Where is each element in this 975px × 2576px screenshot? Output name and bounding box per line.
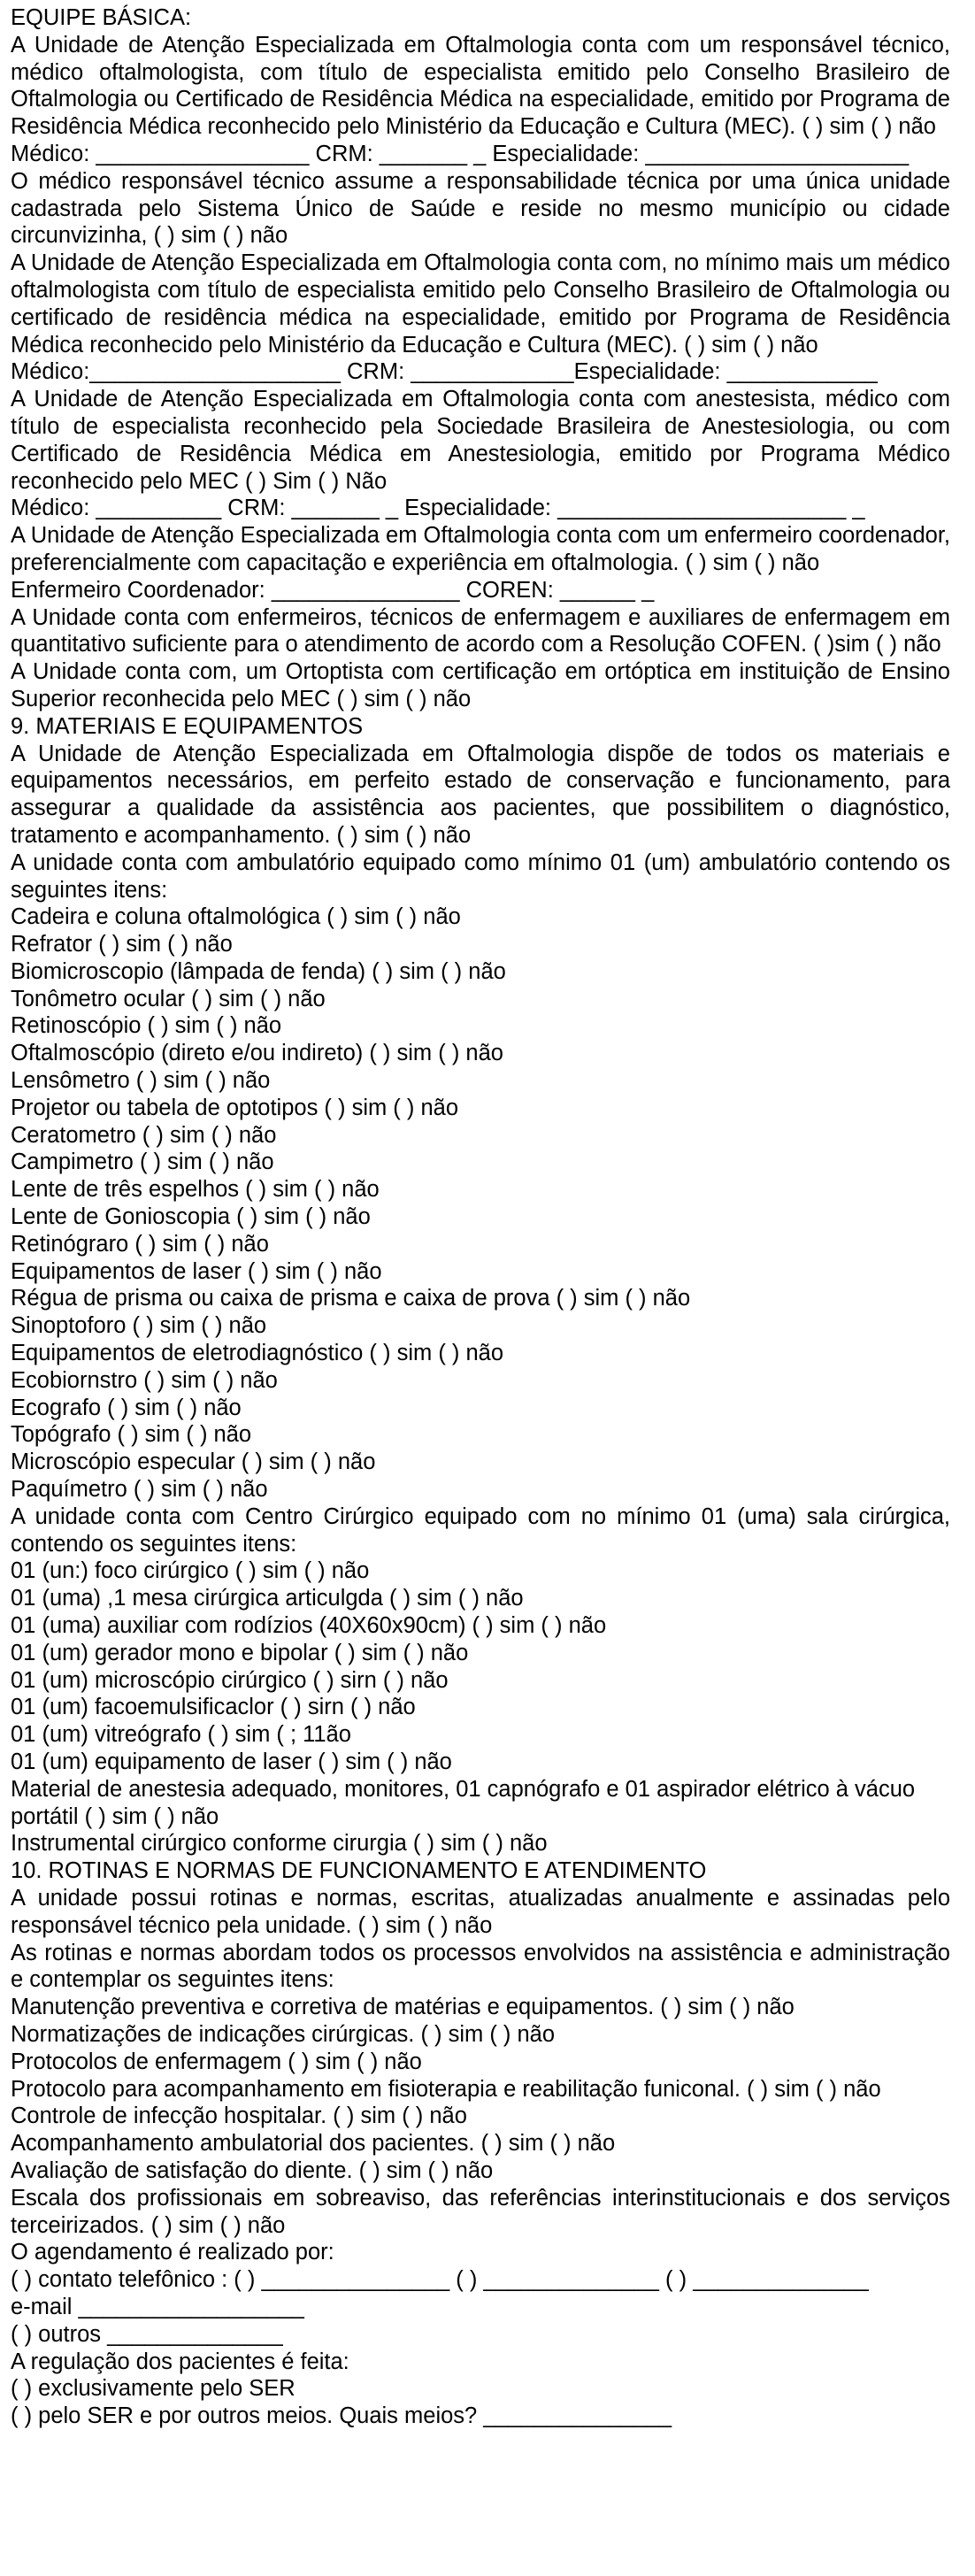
form-line-contato: ( ) contato telefônico : ( ) _______________ ( ) ______________ ( ) ______________ bbox=[11, 2267, 869, 2293]
form-line-enfermeiro: Enfermeiro Coordenador: _______________ COREN: ______ _ bbox=[11, 577, 655, 603]
list-item: Oftalmoscópio (direto e/ou indireto) ( ) sim ( ) não bbox=[11, 1041, 503, 1066]
list-item: 01 (uma) ,1 mesa cirúrgica articulgda ( ) sim ( ) não bbox=[11, 1586, 524, 1611]
paragraph-rotinas-normas: A unidade possui rotinas e normas, escritas, atualizadas anualmente e assinadas pelo responsável técnico pela unidade. ( ) sim ( ) não bbox=[11, 1885, 950, 1938]
list-item: 01 (uma) auxiliar com rodízios (40X60x90cm) ( ) sim ( ) não bbox=[11, 1613, 607, 1639]
list-item: 01 (um) gerador mono e bipolar ( ) sim ( ) não bbox=[11, 1640, 469, 1665]
form-line-email: e-mail __________________ bbox=[11, 2294, 304, 2319]
list-item: Material de anestesia adequado, monitores, 01 capnógrafo e 01 aspirador elétrico à vácuo portátil ( ) sim ( ) não bbox=[11, 1776, 916, 1829]
paragraph-ortoptista: A Unidade conta com, um Ortoptista com certificação em ortóptica em instituição de Ensino Superior reconhecida pelo MEC ( ) sim ( ) não bbox=[11, 659, 950, 711]
list-item: Equipamentos de laser ( ) sim ( ) não bbox=[11, 1258, 382, 1284]
list-item: Microscópio especular ( ) sim ( ) não bbox=[11, 1449, 376, 1475]
list-item: Protocolo para acompanhamento em fisioterapia e reabilitação funiconal. ( ) sim ( ) não bbox=[11, 2076, 881, 2102]
list-item: Equipamentos de eletrodiagnóstico ( ) sim ( ) não bbox=[11, 1341, 504, 1366]
paragraph-equipe-enfermagem: A Unidade conta com enfermeiros, técnicos de enfermagem e auxiliares de enfermagem em quantitativo suficiente para o atendimento de acordo com a Resolução COFEN. ( )sim ( ) não bbox=[11, 604, 950, 657]
paragraph-responsabilidade-tecnica: O médico responsável técnico assume a responsabilidade técnica por uma única unidade cadastrada pelo Sistema Único de Saúde e reside no mesmo município ou cidade circunvizinha, ( ) sim ( ) não bbox=[11, 168, 950, 249]
list-item: Paquímetro ( ) sim ( ) não bbox=[11, 1477, 268, 1503]
list-item: Acompanhamento ambulatorial dos pacientes. ( ) sim ( ) não bbox=[11, 2131, 616, 2157]
paragraph-responsavel-tecnico: A Unidade de Atenção Especializada em Oftalmologia conta com um responsável técnico, médico oftalmologista, com título de especialista emitido pelo Conselho Brasileiro de Oftalmologia ou Certificado de Residência Médica na especialidade, emitido por Programa de Residência Médica reconhecido pelo Ministério da Educação e Cultura (MEC). ( ) sim ( ) não bbox=[11, 32, 950, 140]
section-heading-rotinas: 10. ROTINAS E NORMAS DE FUNCIONAMENTO E ATENDIMENTO bbox=[11, 1858, 707, 1884]
list-item: 01 (um) equipamento de laser ( ) sim ( ) não bbox=[11, 1749, 452, 1774]
section-heading-equipe-basica: EQUIPE BÁSICA: bbox=[11, 5, 192, 30]
form-line-outros: ( ) outros ______________ bbox=[11, 2321, 283, 2347]
list-item: Manutenção preventiva e corretiva de matérias e equipamentos. ( ) sim ( ) não bbox=[11, 1995, 795, 2020]
list-item: Ecografo ( ) sim ( ) não bbox=[11, 1395, 242, 1420]
paragraph-enfermeiro-coordenador: A Unidade de Atenção Especializada em Oftalmologia conta com um enfermeiro coordenador, preferencialmente com capacitação e experiência em oftalmologia. ( ) sim ( ) não bbox=[11, 523, 950, 575]
list-item: Lente de Gonioscopia ( ) sim ( ) não bbox=[11, 1204, 371, 1230]
list-item: Controle de infecção hospitalar. ( ) sim ( ) não bbox=[11, 2103, 467, 2129]
list-item: 01 (um) microscópio cirúrgico ( ) sirn ( ) não bbox=[11, 1667, 449, 1693]
form-line-medico-3: Médico: __________ CRM: _______ _ Especialidade: _______________________ _ bbox=[11, 496, 865, 521]
paragraph-materiais: A Unidade de Atenção Especializada em Oftalmologia dispõe de todos os materiais e equipamentos necessários, em perfeito estado de conservação e funcionamento, para assegurar a qualidade da assistência aos pacientes, que possibilitem o diagnóstico, tratamento e acompanhamento. ( ) sim ( ) não bbox=[11, 741, 950, 848]
list-item: Campimetro ( ) sim ( ) não bbox=[11, 1150, 274, 1175]
list-item: Retinógraro ( ) sim ( ) não bbox=[11, 1231, 269, 1257]
list-item: 01 (um) facoemulsificaclor ( ) sirn ( ) não bbox=[11, 1695, 416, 1720]
list-item: Régua de prisma ou caixa de prisma e caixa de prova ( ) sim ( ) não bbox=[11, 1286, 691, 1311]
paragraph-ambulatorio: A unidade conta com ambulatório equipado como mínimo 01 (um) ambulatório contendo os seguintes itens: bbox=[11, 850, 950, 903]
list-item: Protocolos de enfermagem ( ) sim ( ) não bbox=[11, 2049, 422, 2074]
form-line-exclusivamente: ( ) exclusivamente pelo SER bbox=[11, 2376, 296, 2402]
list-item: Sinoptoforo ( ) sim ( ) não bbox=[11, 1313, 267, 1339]
list-item: Projetor ou tabela de optotipos ( ) sim ( ) não bbox=[11, 1095, 459, 1120]
list-item: Cadeira e coluna oftalmológica ( ) sim ( ) não bbox=[11, 904, 461, 930]
paragraph-processos: As rotinas e normas abordam todos os processos envolvidos na assistência e administração e contemplar os seguintes itens: bbox=[11, 1940, 950, 1993]
list-item: Tonômetro ocular ( ) sim ( ) não bbox=[11, 986, 326, 1011]
list-item: 01 (un:) foco cirúrgico ( ) sim ( ) não bbox=[11, 1558, 370, 1584]
paragraph-segundo-oftalmologista: A Unidade de Atenção Especializada em Oftalmologia conta com, no mínimo mais um médico oftalmologista com título de especialista emitido pelo Conselho Brasileiro de Oftalmologia ou certificado de residência médica na especialidade, emitido por Programa de Residência Médica reconhecido pelo Ministério da Educação e Cultura (MEC). ( ) sim ( ) não bbox=[11, 250, 950, 358]
section-heading-materiais: 9. MATERIAIS E EQUIPAMENTOS bbox=[11, 713, 364, 739]
list-item: Topógrafo ( ) sim ( ) não bbox=[11, 1422, 252, 1448]
form-line-medico-1: Médico: _________________ CRM: _______ _ Especialidade: _____________________ bbox=[11, 141, 910, 166]
list-item: Lensômetro ( ) sim ( ) não bbox=[11, 1068, 271, 1094]
list-item: Biomicroscopio (lâmpada de fenda) ( ) sim ( ) não bbox=[11, 958, 506, 984]
list-item: Instrumental cirúrgico conforme cirurgia ( ) sim ( ) não bbox=[11, 1831, 548, 1857]
list-item: 01 (um) vitreógrafo ( ) sim ( ; 11ão bbox=[11, 1722, 351, 1748]
paragraph-centro-cirurgico: A unidade conta com Centro Cirúrgico equipado com no mínimo 01 (uma) sala cirúrgica, contendo os seguintes itens: bbox=[11, 1503, 950, 1557]
list-item: Normatizações de indicações cirúrgicas. ( ) sim ( ) não bbox=[11, 2021, 556, 2047]
paragraph-regulacao: A regulação dos pacientes é feita: bbox=[11, 2349, 349, 2374]
form-line-medico-2: Médico:____________________ CRM: _____________Especialidade: ____________ bbox=[11, 359, 878, 385]
list-item: Escala dos profissionais em sobreaviso, das referências interinstitucionais e dos serviços terceirizados. ( ) sim ( ) não bbox=[11, 2185, 950, 2238]
list-item: Lente de três espelhos ( ) sim ( ) não bbox=[11, 1177, 380, 1203]
list-item: Avaliação de satisfação do diente. ( ) sim ( ) não bbox=[11, 2157, 494, 2183]
form-line-outros-meios: ( ) pelo SER e por outros meios. Quais meios? _______________ bbox=[11, 2403, 672, 2429]
list-item: Retinoscópio ( ) sim ( ) não bbox=[11, 1013, 282, 1039]
list-item: Ceratometro ( ) sim ( ) não bbox=[11, 1122, 277, 1148]
list-item: Ecobiornstro ( ) sim ( ) não bbox=[11, 1367, 278, 1393]
paragraph-agendamento: O agendamento é realizado por: bbox=[11, 2240, 334, 2265]
paragraph-anestesista: A Unidade de Atenção Especializada em Oftalmologia conta com anestesista, médico com título de especialista reconhecido pela Sociedade Brasileira de Anestesiologia, ou com Certificado de Residência Médica em Anestesiologia, emitido por Programa Médico reconhecido pelo MEC ( ) Sim ( ) Não bbox=[11, 387, 950, 494]
list-item: Refrator ( ) sim ( ) não bbox=[11, 932, 233, 957]
